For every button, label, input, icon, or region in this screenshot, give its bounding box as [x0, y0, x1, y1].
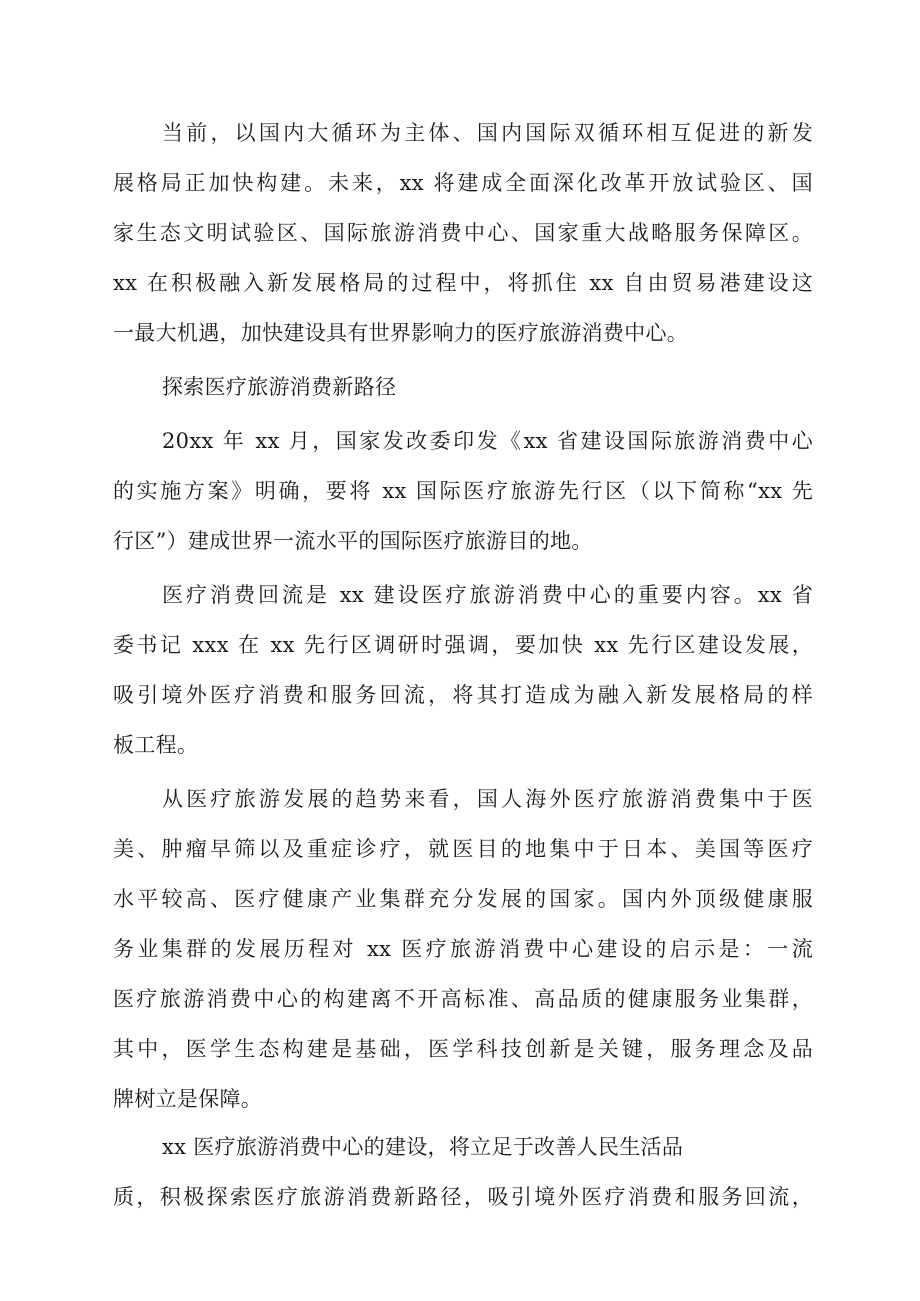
paragraph-2-line-1: 20xx 年 xx 月，国家发改委印发《xx 省建设国际旅游消费中心 [162, 429, 813, 453]
paragraph-4-line-7: 牌树立是保障。 [113, 1087, 263, 1111]
paragraph-1-line-1: 当前，以国内大循环为主体、国内国际双循环相互促进的新发 [162, 121, 813, 145]
paragraph-4-line-4: 务业集群的发展历程对 xx 医疗旅游消费中心建设的启示是：一流 [113, 937, 813, 961]
paragraph-3-line-2: 委书记 xxx 在 xx 先行区调研时强调，要加快 xx 先行区建设发展， [113, 633, 813, 657]
section-heading: 探索医疗旅游消费新路径 [162, 375, 397, 399]
paragraph-5-line-1: xx 医疗旅游消费中心的建设，将立足于改善人民生活品 [162, 1135, 684, 1159]
paragraph-4-line-1: 从医疗旅游发展的趋势来看，国人海外医疗旅游消费集中于医 [162, 787, 813, 811]
paragraph-1-line-5: 一最大机遇，加快建设具有世界影响力的医疗旅游消费中心。 [113, 321, 689, 345]
paragraph-4-line-2: 美、肿瘤早筛以及重症诊疗，就医目的地集中于日本、美国等医疗 [113, 837, 813, 861]
paragraph-4-line-3: 水平较高、医疗健康产业集群充分发展的国家。国内外顶级健康服 [113, 887, 813, 911]
paragraph-3-line-3: 吸引境外医疗消费和服务回流，将其打造成为融入新发展格局的样 [113, 683, 813, 707]
paragraph-1-line-3: 家生态文明试验区、国际旅游消费中心、国家重大战略服务保障区。 [113, 221, 813, 245]
paragraph-1-line-4: xx 在积极融入新发展格局的过程中，将抓住 xx 自由贸易港建设这 [113, 271, 813, 295]
paragraph-4-line-6: 其中，医学生态构建是基础，医学科技创新是关键，服务理念及品 [113, 1037, 813, 1061]
paragraph-1-line-2: 展格局正加快构建。未来，xx 将建成全面深化改革开放试验区、国 [113, 171, 813, 195]
paragraph-3-line-4: 板工程。 [113, 733, 199, 757]
paragraph-3-line-1: 医疗消费回流是 xx 建设医疗旅游消费中心的重要内容。xx 省 [162, 583, 813, 607]
paragraph-2-line-3: 行区”）建成世界一流水平的国际医疗旅游目的地。 [113, 529, 593, 553]
paragraph-5-line-2: 质，积极探索医疗旅游消费新路径，吸引境外医疗消费和服务回流， [113, 1185, 813, 1209]
paragraph-2-line-2: 的实施方案》明确，要将 xx 国际医疗旅游先行区（以下简称“xx 先 [113, 479, 813, 503]
paragraph-4-line-5: 医疗旅游消费中心的构建离不开高标准、高品质的健康服务业集群， [113, 987, 813, 1011]
